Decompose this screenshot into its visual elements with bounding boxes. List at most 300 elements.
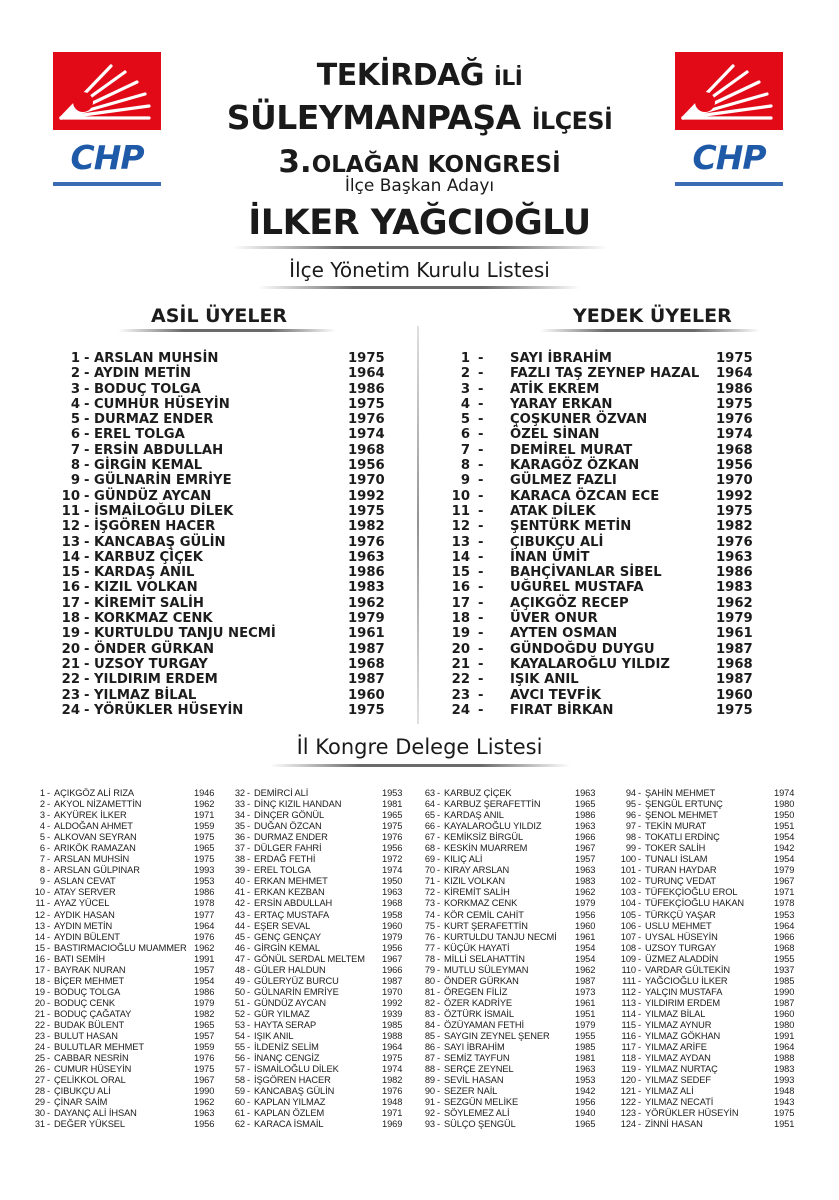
delegate-dash: - (47, 1064, 50, 1075)
delegate-year: 1979 (575, 1019, 596, 1030)
header-province (0, 58, 839, 93)
delegate-number: 56 (234, 1053, 245, 1064)
member-number: 4 (460, 396, 470, 412)
delegate-year: 1987 (382, 975, 403, 986)
yedek-member-row (448, 366, 753, 382)
delegate-dash: - (247, 810, 250, 821)
asil-member-row (58, 642, 388, 657)
delegate-row (612, 943, 802, 954)
asil-member-row (58, 366, 388, 381)
delegate-name: TUNALI İSLAM (645, 854, 708, 865)
delegate-name: KARBUZ ÇİÇEK (444, 788, 512, 798)
header-district-suffix: İLÇESİ (531, 107, 613, 135)
member-name: YÖRÜKLER HÜSEYİN (94, 702, 244, 718)
delegate-year: 1951 (575, 1008, 596, 1019)
delegate-row (228, 1042, 410, 1053)
delegate-row (28, 1031, 223, 1042)
yedek-member-row (448, 672, 753, 688)
member-year: 1975 (348, 396, 385, 412)
delegate-year: 1975 (382, 1053, 403, 1064)
delegate-number: 43 (234, 909, 245, 920)
delegate-number: 87 (424, 1053, 435, 1064)
member-name: UZSOY TURGAY (94, 656, 208, 672)
delegate-dash: - (638, 821, 641, 832)
delegate-row (612, 932, 802, 943)
delegate-name: TOKATLI ERDİNÇ (645, 832, 720, 843)
member-dash: - (478, 351, 484, 366)
divider-delegates (270, 764, 570, 767)
delegate-year: 1971 (774, 887, 795, 898)
delegate-year: 1957 (194, 964, 215, 975)
member-number: 3 (70, 381, 80, 397)
delegate-year: 1955 (575, 1031, 596, 1042)
delegate-year: 1960 (774, 1008, 795, 1019)
yedek-member-row (448, 641, 753, 657)
delegate-year: 1954 (774, 832, 795, 843)
delegate-name: AYDIN BÜLENT (54, 931, 120, 942)
delegate-name: GÜLNARİN EMRİYE (254, 986, 339, 997)
delegate-row (228, 987, 410, 998)
member-year: 1986 (348, 381, 385, 397)
member-dash: - (478, 381, 484, 397)
delegate-year: 1974 (382, 1064, 403, 1075)
divider-asil (118, 329, 336, 332)
delegate-year: 1942 (575, 1086, 596, 1097)
delegate-number: 68 (424, 843, 435, 854)
yedek-member-row (448, 473, 753, 489)
delegate-dash: - (247, 799, 250, 810)
delegate-row (28, 788, 223, 799)
member-number: 1 (460, 351, 470, 366)
delegate-year: 1957 (194, 1031, 215, 1042)
delegate-name: GÖNÜL SERDAL MELTEM (254, 953, 365, 964)
delegate-name: ASLAN CEVAT (54, 876, 116, 887)
delegate-row (28, 898, 223, 909)
member-dash: - (84, 672, 90, 688)
delegate-name: SAYI İBRAHİM (444, 1042, 505, 1053)
member-number: 8 (460, 458, 470, 474)
delegate-dash: - (247, 986, 250, 997)
delegate-row (228, 976, 410, 987)
delegate-dash: - (437, 832, 440, 843)
delegate-name: BODUÇ ÇAĞATAY (54, 1008, 132, 1019)
asil-member-row (58, 443, 388, 458)
member-number: 9 (70, 473, 80, 489)
delegate-dash: - (437, 1075, 440, 1086)
delegate-number: 121 (620, 1086, 636, 1097)
delegate-year: 1971 (382, 1108, 403, 1119)
member-dash: - (84, 427, 90, 443)
member-number: 2 (460, 366, 470, 382)
delegate-number: 14 (34, 931, 45, 942)
delegate-number: 97 (625, 821, 636, 832)
delegate-name: YILMAZ ALİ (645, 1086, 694, 1097)
delegate-number: 46 (234, 942, 245, 953)
delegate-number: 47 (234, 953, 245, 964)
delegate-year: 1988 (382, 1031, 403, 1042)
member-number: 23 (61, 687, 80, 703)
member-dash: - (84, 412, 90, 428)
asil-member-row (58, 703, 388, 718)
member-name: KARDAŞ ANIL (94, 565, 195, 581)
delegate-dash: - (47, 997, 50, 1008)
delegate-year: 1958 (382, 909, 403, 920)
member-year: 1960 (716, 687, 753, 703)
member-year: 1987 (348, 641, 385, 657)
member-year: 1992 (716, 488, 753, 504)
delegate-year: 1963 (575, 865, 596, 876)
delegate-number: 101 (620, 865, 636, 876)
delegate-row (28, 987, 223, 998)
delegate-row (612, 821, 802, 832)
delegate-name: YILMAZ BİLAL (645, 1008, 706, 1019)
delegate-name: KIRAY ARSLAN (444, 865, 510, 876)
member-name: YILMAZ BİLAL (94, 687, 197, 703)
delegate-year: 1970 (382, 986, 403, 997)
delegate-name: KILIÇ ALİ (444, 854, 483, 865)
delegate-row (418, 1086, 604, 1097)
delegate-name: KÜÇÜK HAYATİ (444, 942, 510, 953)
member-name: ÖNDER GÜRKAN (94, 641, 215, 657)
delegate-row (418, 1053, 604, 1064)
member-number: 24 (451, 702, 470, 718)
delegate-name: İNANÇ CENGİZ (254, 1053, 320, 1064)
delegate-name: UZSOY TURGAY (645, 942, 717, 953)
delegate-dash: - (47, 788, 50, 798)
delegate-number: 96 (625, 810, 636, 821)
delegate-row (612, 1020, 802, 1031)
delegate-year: 1969 (382, 1119, 403, 1130)
member-number: 23 (451, 687, 470, 703)
delegate-name: GÜNDÜZ AYCAN (254, 997, 326, 1008)
delegate-dash: - (638, 1008, 641, 1019)
delegate-year: 1978 (774, 898, 795, 909)
delegate-row (612, 1075, 802, 1086)
asil-member-row (58, 504, 388, 519)
delegate-year: 1977 (194, 909, 215, 920)
yedek-member-row (448, 427, 753, 443)
delegate-number: 35 (234, 821, 245, 832)
member-name: AYTEN OSMAN (510, 626, 618, 642)
delegate-name: MİLLİ SELAHATTİN (444, 953, 525, 964)
member-name: KORKMAZ CENK (94, 611, 213, 627)
delegate-dash: - (638, 1031, 641, 1042)
delegate-dash: - (247, 854, 250, 865)
delegate-name: SEVİL HASAN (444, 1075, 504, 1086)
asil-member-row (58, 565, 388, 580)
delegate-name: AYDIN METİN (54, 920, 113, 931)
delegate-year: 1967 (382, 953, 403, 964)
yedek-member-row (448, 396, 753, 412)
delegate-dash: - (437, 1031, 440, 1042)
delegate-number: 5 (39, 832, 45, 843)
member-name: ATİK EKREM (510, 381, 600, 397)
delegate-name: TURUNÇ VEDAT (645, 876, 716, 887)
delegate-dash: - (47, 1097, 50, 1108)
delegate-number: 28 (34, 1086, 45, 1097)
member-name: ATAK DİLEK (510, 503, 596, 519)
delegate-row (228, 799, 410, 810)
delegate-name: TEKİN MURAT (645, 821, 707, 832)
member-year: 1976 (716, 534, 753, 550)
member-name: KİREMİT SALİH (94, 595, 204, 611)
delegate-year: 1963 (575, 1064, 596, 1075)
delegate-name: BULUT HASAN (54, 1031, 118, 1042)
delegate-number: 9 (39, 876, 45, 887)
delegate-name: AKYOL NİZAMETTİN (54, 799, 142, 810)
delegate-number: 123 (620, 1108, 636, 1119)
delegate-dash: - (638, 832, 641, 843)
delegate-name: TOKER SALİH (645, 843, 706, 854)
delegate-dash: - (437, 887, 440, 898)
member-dash: - (478, 611, 484, 627)
delegate-row (418, 976, 604, 987)
delegate-row (418, 1075, 604, 1086)
delegate-name: BODUÇ TOLGA (54, 986, 121, 997)
delegate-name: KURTULDU TANJU NECMİ (444, 931, 557, 942)
delegate-year: 1954 (575, 953, 596, 964)
delegate-dash: - (247, 843, 250, 854)
delegate-row (418, 1119, 604, 1130)
member-number: 13 (451, 534, 470, 550)
delegate-row (612, 1031, 802, 1042)
delegate-name: AYDIK HASAN (54, 909, 115, 920)
delegate-year: 1986 (194, 887, 215, 898)
delegate-dash: - (247, 865, 250, 876)
member-year: 1968 (716, 442, 753, 458)
logo-text: CHP (692, 138, 766, 177)
delegate-name: KURT ŞERAFETTİN (444, 920, 528, 931)
delegate-dash: - (437, 1086, 440, 1097)
delegate-year: 1959 (194, 821, 215, 832)
delegate-row (228, 854, 410, 865)
delegate-dash: - (638, 1053, 641, 1064)
delegate-name: ÇELİKKOL ORAL (54, 1075, 126, 1086)
member-dash: - (84, 396, 90, 412)
delegate-row (418, 954, 604, 965)
delegate-row (612, 1097, 802, 1108)
delegate-dash: - (638, 931, 641, 942)
delegate-number: 78 (424, 953, 435, 964)
delegate-number: 73 (424, 898, 435, 909)
delegate-row (612, 799, 802, 810)
member-dash: - (84, 656, 90, 672)
delegate-number: 45 (234, 931, 245, 942)
delegate-number: 110 (621, 964, 636, 975)
delegate-dash: - (247, 1042, 250, 1053)
delegate-name: CABBAR NESRİN (54, 1053, 129, 1064)
delegate-row (612, 832, 802, 843)
asil-member-row (58, 397, 388, 412)
yedek-member-row (448, 488, 753, 504)
delegate-row (612, 854, 802, 865)
member-dash: - (84, 595, 90, 611)
delegate-number: 22 (34, 1019, 45, 1030)
candidate-name: İLKER YAĞCIOĞLU (248, 203, 591, 243)
member-name: İŞGÖREN HACER (94, 519, 216, 535)
member-number: 7 (460, 442, 470, 458)
member-number: 22 (451, 672, 470, 688)
delegate-number: 114 (621, 1008, 636, 1019)
member-number: 3 (460, 381, 470, 397)
delegate-row (418, 932, 604, 943)
delegate-dash: - (247, 920, 250, 931)
delegate-dash: - (638, 920, 641, 931)
delegate-row (612, 843, 802, 854)
delegate-number: 29 (34, 1097, 45, 1108)
member-dash: - (478, 626, 484, 642)
member-number: 13 (61, 534, 80, 550)
delegate-row (612, 1053, 802, 1064)
header-candidate-role: İlçe Başkan Adayı (344, 176, 495, 196)
delegate-name: ALDOĞAN AHMET (54, 821, 133, 832)
delegate-name: ERKAN MEHMET (254, 876, 328, 887)
delegate-number: 77 (424, 942, 435, 953)
delegate-dash: - (437, 1019, 440, 1030)
delegate-number: 86 (424, 1042, 435, 1053)
delegate-number: 116 (621, 1031, 636, 1042)
delegate-name: YAĞCIOĞLU İLKER (645, 975, 728, 986)
list-title: İlçe Yönetim Kurulu Listesi (289, 258, 550, 282)
delegate-number: 50 (234, 986, 245, 997)
delegate-dash: - (638, 887, 641, 898)
delegate-dash: - (247, 876, 250, 887)
delegate-name: YILMAZ AYDAN (645, 1053, 711, 1064)
member-year: 1976 (716, 412, 753, 428)
member-name: İNAN ÜMİT (510, 549, 590, 565)
delegate-name: KESKİN MUARREM (444, 843, 528, 854)
member-name: ÜVER ONUR (510, 611, 598, 627)
delegate-number: 11 (35, 898, 45, 909)
delegate-name: EŞER SEVAL (254, 920, 311, 931)
delegate-year: 1966 (575, 832, 596, 843)
member-number: 14 (61, 549, 80, 565)
member-name: KURTULDU TANJU NECMİ (94, 626, 276, 642)
member-dash: - (478, 488, 484, 504)
asil-member-row (58, 458, 388, 473)
member-dash: - (84, 702, 90, 718)
delegate-year: 1960 (575, 920, 596, 931)
delegate-year: 1972 (382, 854, 403, 865)
delegate-dash: - (47, 854, 50, 865)
delegate-dash: - (638, 1019, 641, 1030)
delegate-number: 52 (234, 1008, 245, 1019)
member-number: 17 (451, 595, 470, 611)
delegate-dash: - (638, 1075, 641, 1086)
member-dash: - (84, 626, 90, 642)
delegate-name: İLDENİZ SELİM (254, 1042, 319, 1053)
delegate-dash: - (47, 865, 50, 876)
delegate-name: YILDIRIM ERDEM (645, 997, 721, 1008)
delegate-row (228, 998, 410, 1009)
yedek-member-row (448, 549, 753, 565)
delegate-name: ÇIBUKÇU ALİ (54, 1086, 111, 1097)
yedek-member-row (448, 534, 753, 550)
delegate-name: DÜLGER FAHRİ (254, 843, 322, 854)
delegate-row (418, 998, 604, 1009)
asil-title: ASİL ÜYELER (151, 305, 288, 327)
delegate-name: KIZIL VOLKAN (444, 876, 505, 887)
delegate-number: 105 (620, 909, 636, 920)
delegate-dash: - (437, 1042, 440, 1053)
delegate-number: 122 (620, 1097, 636, 1108)
delegate-name: DİNÇ KIZIL HANDAN (254, 799, 342, 810)
delegate-name: ŞENGÜL ERTUNÇ (645, 799, 723, 810)
delegate-dash: - (437, 909, 440, 920)
delegate-year: 1953 (382, 788, 403, 798)
member-name: BODUÇ TOLGA (94, 381, 201, 397)
delegate-number: 64 (424, 799, 435, 810)
delegate-year: 1950 (774, 810, 795, 821)
delegate-name: BAYRAK NURAN (54, 964, 126, 975)
delegate-year: 1979 (194, 997, 215, 1008)
delegate-number: 41 (234, 887, 245, 898)
delegate-dash: - (638, 898, 641, 909)
delegate-row (418, 1009, 604, 1020)
member-name: ÇIBUKÇU ALİ (510, 534, 604, 550)
delegate-year: 1961 (575, 997, 596, 1008)
delegate-column-4 (612, 788, 802, 1130)
delegate-row (228, 898, 410, 909)
delegate-name: ÖZER KADRİYE (444, 997, 513, 1008)
delegate-row (418, 832, 604, 843)
delegate-dash: - (437, 920, 440, 931)
delegate-year: 1963 (382, 887, 403, 898)
yedek-member-row (448, 702, 753, 718)
delegate-year: 1964 (194, 920, 215, 931)
delegate-dash: - (437, 1064, 440, 1075)
delegate-name: YILMAZ GÖKHAN (645, 1031, 721, 1042)
member-number: 19 (61, 626, 80, 642)
delegate-row (418, 876, 604, 887)
delegate-dash: - (247, 1053, 250, 1064)
member-number: 18 (451, 611, 470, 627)
delegate-name: DAYANÇ ALİ İHSAN (54, 1108, 137, 1119)
delegate-dash: - (638, 854, 641, 865)
delegate-dash: - (437, 898, 440, 909)
delegate-name: KAPLAN YILMAZ (254, 1097, 326, 1108)
member-year: 1963 (716, 549, 753, 565)
delegate-name: ERDAĞ FETHİ (254, 854, 316, 865)
delegate-year: 1975 (774, 1108, 795, 1119)
member-name: AVCI TEVFİK (510, 687, 602, 703)
asil-member-row (58, 351, 388, 366)
delegate-number: 104 (620, 898, 636, 909)
delegate-row (228, 821, 410, 832)
member-dash: - (478, 672, 484, 688)
delegate-row (612, 810, 802, 821)
member-year: 1968 (348, 442, 385, 458)
delegate-year: 1991 (774, 1031, 795, 1042)
delegate-row (612, 1119, 802, 1130)
delegate-row (418, 987, 604, 998)
yedek-member-row (448, 442, 753, 458)
member-name: KARAGÖZ ÖZKAN (510, 458, 640, 474)
delegate-number: 55 (234, 1042, 245, 1053)
delegate-dash: - (437, 788, 440, 798)
delegate-number: 51 (234, 997, 245, 1008)
delegate-number: 106 (620, 920, 636, 931)
delegate-row (228, 832, 410, 843)
member-dash: - (84, 580, 90, 596)
delegate-name: CUMUR HÜSEYİN (54, 1064, 132, 1075)
delegate-row (28, 943, 223, 954)
header-district (0, 98, 839, 137)
member-year: 1983 (348, 580, 385, 596)
delegate-number: 1 (39, 788, 45, 798)
delegate-year: 1962 (194, 799, 215, 810)
delegate-row (228, 1075, 410, 1086)
